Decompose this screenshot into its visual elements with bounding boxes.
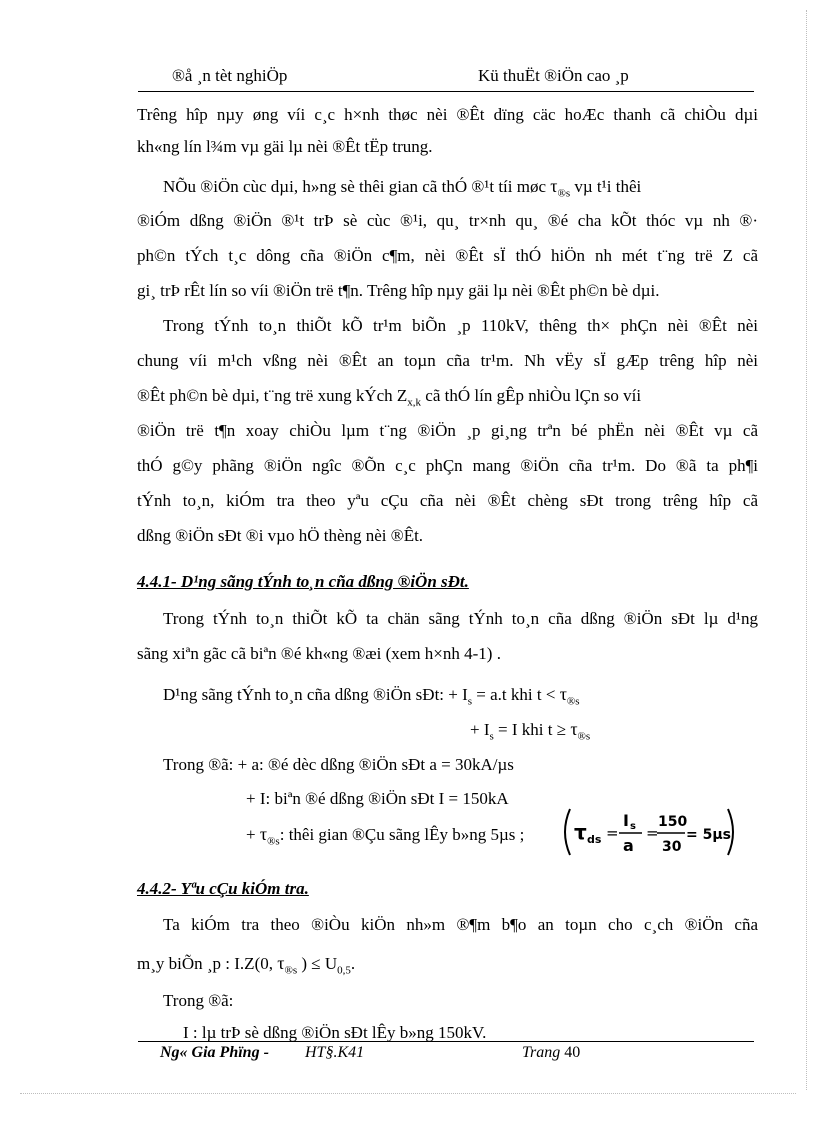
formula-4: + I: biªn ®é dßng ®iÖn sÐt I = 150kA (246, 789, 509, 808)
box-num-2: 150 (658, 814, 688, 830)
box-tau-sub: ds (587, 833, 602, 846)
body-line-1: Trêng hîp nµy øng víi c¸c h×nh thøc nèi ®Êt dïng cäc hoÆc thanh cã chiÒu dµi (137, 105, 758, 124)
box-den-1: a (623, 836, 634, 855)
p5-line: I : lµ trÞ sè dßng ®iÖn sÐt lÊy b»ng 150kV. (183, 1023, 487, 1042)
zxk-symbol: $Z_{x,k}$ (396, 386, 422, 409)
body-line-13: dßng ®iÖn sÐt ®i vµo hÖ thèng nèi ®Êt. (137, 526, 424, 545)
p2-line-1: Trong tÝnh to¸n thiÕt kÕ ta chän sãng tÝnh to¸n cña dßng ®iÖn sÐt lµ d¹ng (163, 609, 758, 628)
box-eq-1: = (606, 824, 619, 842)
header-rule (138, 91, 754, 92)
body-line-10: ®iÖn trë t¶n xoay chiÒu lµm t¨ng ®iÖn ¸p gi¸ng trªn bé phËn nèi ®Êt vµ cã (137, 421, 758, 440)
footer-author: Ng« Gia Phïng - (160, 1044, 269, 1061)
body-line-6: gi¸ trÞ rÊt lín so víi ®iÖn trë t¶n. Trêng hîp nµy gäi lµ nèi ®Êt ph©n bè dµi. (137, 281, 660, 300)
body-line-11: thÓ g©y phãng ®iÖn ngîc ®Õn c¸c phÇn mang ®iÖn cña tr¹m. Do ®ã ta ph¶i (137, 456, 758, 475)
box-result: = 5µs (686, 827, 731, 843)
page-edge-right (806, 10, 807, 1090)
box-num-1-sub: s (630, 821, 636, 832)
tau-ds-formula (560, 807, 738, 857)
footer-rule (138, 1041, 754, 1042)
section-heading-441: 4.4.1- D¹ng sãng tÝnh to¸n cña dßng ®iÖn sÐt. (137, 572, 469, 591)
box-tau: τ (574, 820, 587, 844)
header-left: ®å ¸n tèt nghiÖp (172, 66, 288, 85)
header-right: Kü thuËt ®iÖn cao ¸p (478, 66, 629, 85)
p4-line: Trong ®ã: (163, 991, 234, 1010)
formula-2: + $I_s = I$ khi $t \ge \tau_{®s}$ (470, 719, 591, 743)
formula-5: + $\tau_{®s}$: thêi gian ®Çu sãng lÊy b»ng 5µs ; (246, 824, 525, 848)
footer-class: HT§.K41 (305, 1044, 365, 1061)
box-eq-2: = (646, 824, 659, 842)
body-line-12: tÝnh to¸n, kiÓm tra theo yªu cÇu cña nèi ®Êt chèng sÐt trong trêng hîp cã (137, 491, 758, 510)
body-line-7: Trong tÝnh to¸n thiÕt kÕ tr¹m biÕn ¸p 110kV, thêng th× phÇn nèi ®Êt nèi (163, 316, 758, 335)
formula-1: D¹ng sãng tÝnh to¸n cña dßng ®iÖn sÐt: + $I_s = a.t$ khi $t < \tau_{®s}$ (163, 684, 580, 708)
p2-line-2: sãng xiªn gãc cã biªn ®é kh«ng ®æi (xem h×nh 4-1) . (137, 644, 501, 663)
body-line-4: ®iÓm dßng ®iÖn ®¹t trÞ sè cùc ®¹i, qu¸ tr×nh qu¸ ®é cha kÕt thóc vµ nh ®· (137, 211, 758, 230)
section-heading-442: 4.4.2- Yªu cÇu kiÓm tra. (137, 879, 309, 898)
p3-line-2: m¸y biÕn ¸p : I.Z(0, $\tau_{®s}$ ) ≤ $U_{0,5}$. (137, 953, 356, 977)
tau-symbol: $\tau_{®s}$ (550, 176, 571, 200)
box-den-2: 30 (662, 839, 682, 855)
body-line-5: ph©n tÝch t¸c dông cña ®iÖn c¶m, nèi ®Êt sÏ thÓ hiÖn nh mét t¨ng trë Z cã (137, 246, 758, 265)
box-num-1: I (623, 811, 629, 830)
footer-page: Trang 40 (522, 1044, 581, 1061)
body-line-3: NÕu ®iÖn cùc dµi, h»ng sè thêi gian cã thÓ ®¹t tíi møc $\tau_{®s}$ vµ t¹i thêi (163, 176, 642, 200)
formula-3: Trong ®ã: + a: ®é dèc dßng ®iÖn sÐt a = 30kA/µs (163, 755, 514, 774)
body-line-8: chung víi m¹ch vßng nèi ®Êt an toµn cña tr¹m. Nh vËy sÏ gÆp trêng hîp nèi (137, 351, 758, 370)
body-line-9: ®Êt ph©n bè dµi, t¨ng trë xung kÝch $Z_{x,k}$ cã thÓ lín gÊp nhiÒu lÇn so víi (137, 386, 642, 409)
page-edge-bottom (20, 1093, 796, 1094)
body-line-2: kh«ng lín l¾m vµ gäi lµ nèi ®Êt tËp trung. (137, 137, 433, 156)
p3-line-1: Ta kiÓm tra theo ®iÒu kiÖn nh»m ®¶m b¶o an toµn cho c¸ch ®iÖn cña (163, 915, 758, 934)
